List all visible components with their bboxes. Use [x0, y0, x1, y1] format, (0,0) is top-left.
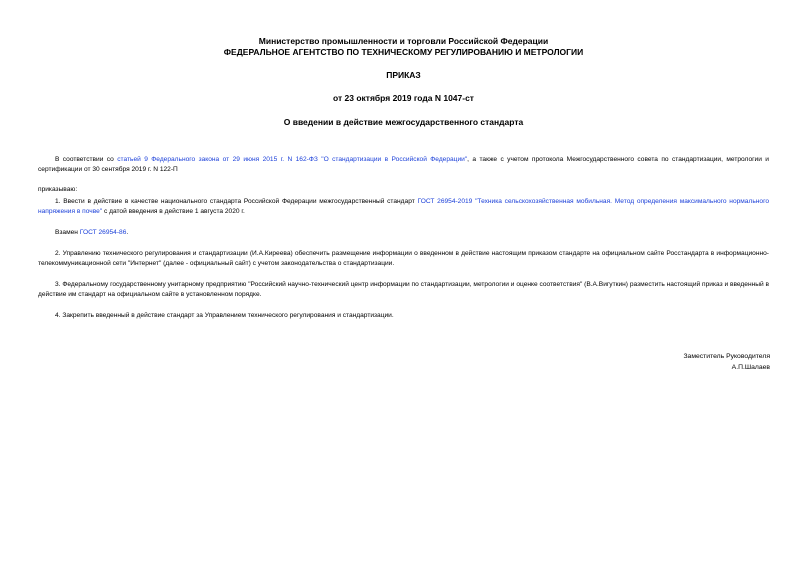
federal-law-link[interactable]: статьей 9 Федерального закона от 29 июня 2015 г. N 162-ФЗ "О стандартизации в Российской Федерации": [117, 156, 468, 163]
ministry-name: Министерство промышленности и торговли Российской Федерации: [258, 36, 549, 46]
item-2-paragraph: 2. Управлению технического регулирования и стандартизации (И.А.Киреева) обеспечить размещение информации о введенном в действие настоящим приказом стандарте на официальном сайте Росстандарта в информационно-телекоммуникационной сети "Интернет" (далее - официальный сайт) с учетом законодательства о стандартизации.: [38, 250, 769, 267]
signatory-position: Заместитель Руководителя: [683, 353, 770, 360]
item-4-paragraph: 4. Закрепить введенный в действие стандарт за Управлением технического регулирования и стандартизации.: [55, 312, 394, 319]
gost-2019-link[interactable]: ГОСТ 26954-2019 "Техника сельскохозяйственная мобильная. Метод определения максимального нормального напряжения в почве": [38, 198, 769, 215]
item-1-text-start: 1. Ввести в действие в качестве национального стандарта Российской Федерации межгосударственный стандарт: [55, 198, 418, 205]
document-title: О введении в действие межгосударственного стандарта: [283, 117, 524, 127]
replaces-text-start: Взамен: [55, 229, 80, 236]
gost-1986-link[interactable]: ГОСТ 26954-86: [79, 229, 127, 236]
preamble-text-end: , а также с учетом протокола Межгосударственного совета по стандартизации, метрологии и сертификации от 30 сентября 2019 г. N 122-П: [38, 156, 769, 173]
document-type: ПРИКАЗ: [386, 70, 421, 80]
item-1-text-end: с датой введения в действие 1 августа 2020 г.: [102, 208, 245, 215]
signatory-name: А.П.Шалаев: [731, 364, 770, 371]
preamble-paragraph: [38, 155, 769, 175]
order-word: приказываю:: [38, 186, 78, 193]
item-1-paragraph: [38, 197, 769, 217]
replaces-text-end: .: [126, 229, 129, 236]
item-3-paragraph: 3. Федеральному государственному унитарному предприятию "Российский научно-технический центр информации по стандартизации, метрологии и оценке соответствия" (В.А.Вигуткин) разместить настоящий приказ и введенный в действие им стандарт на официальном сайте в установленном порядке.: [38, 281, 769, 298]
preamble-text-start: В соответствии со: [55, 156, 118, 163]
agency-name: ФЕДЕРАЛЬНОЕ АГЕНТСТВО ПО ТЕХНИЧЕСКОМУ РЕГУЛИРОВАНИЮ И МЕТРОЛОГИИ: [223, 47, 584, 57]
replaces-paragraph: [38, 228, 769, 238]
document-date-number: от 23 октября 2019 года N 1047-ст: [333, 93, 474, 103]
